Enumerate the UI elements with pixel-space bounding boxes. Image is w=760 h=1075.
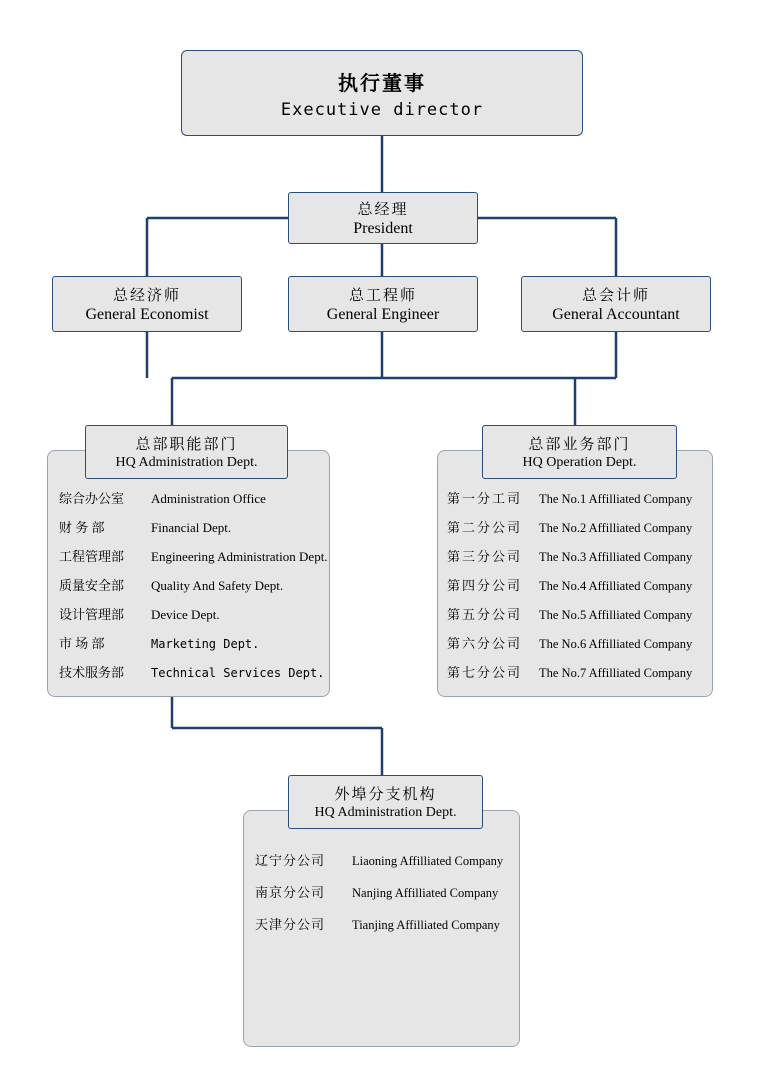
node-title-cn: 总会计师 bbox=[581, 288, 650, 304]
list-item[interactable] bbox=[447, 604, 692, 623]
item-label-cn: 南京分公司 bbox=[255, 885, 326, 900]
item-label-cn: 天津分公司 bbox=[255, 917, 326, 932]
list-branch-offices bbox=[255, 850, 503, 946]
item-label-en: The No.7 Affilliated Company bbox=[539, 666, 693, 680]
list-hq-operation bbox=[447, 488, 692, 691]
node-president[interactable] bbox=[288, 192, 478, 244]
list-item[interactable] bbox=[59, 546, 328, 565]
item-label-en: The No.2 Affilliated Company bbox=[539, 521, 693, 535]
item-label-cn: 第三分公司 bbox=[447, 549, 523, 564]
list-item[interactable] bbox=[59, 662, 328, 681]
list-item[interactable] bbox=[255, 882, 503, 901]
node-hq-administration-dept[interactable] bbox=[85, 425, 288, 479]
item-label-en: Engineering Administration Dept. bbox=[151, 549, 328, 564]
node-title-en: President bbox=[353, 220, 413, 237]
node-title-cn: 总部业务部门 bbox=[528, 437, 631, 453]
item-label-en: Tianjing Affilliated Company bbox=[352, 918, 500, 932]
item-label-en: Administration Office bbox=[151, 491, 266, 506]
item-label-en: Financial Dept. bbox=[151, 520, 232, 535]
node-title-en: HQ Administration Dept. bbox=[314, 805, 457, 820]
item-label-cn: 工程管理部 bbox=[59, 549, 125, 564]
node-title-cn: 外埠分支机构 bbox=[334, 787, 437, 803]
list-hq-administration bbox=[59, 488, 328, 691]
item-label-en: Device Dept. bbox=[151, 607, 220, 622]
item-label-cn: 综合办公室 bbox=[59, 491, 125, 506]
item-label-cn: 质量安全部 bbox=[59, 578, 125, 593]
item-label-cn: 市 场 部 bbox=[59, 636, 105, 651]
list-item[interactable] bbox=[447, 546, 692, 565]
node-executive-director[interactable] bbox=[181, 50, 583, 136]
node-title-en: HQ Administration Dept. bbox=[115, 455, 258, 470]
node-general-engineer[interactable] bbox=[288, 276, 478, 332]
list-item[interactable] bbox=[447, 575, 692, 594]
node-title-cn: 总经理 bbox=[357, 202, 409, 218]
item-label-en: Nanjing Affilliated Company bbox=[352, 886, 499, 900]
item-label-cn: 第七分公司 bbox=[447, 665, 523, 680]
list-item[interactable] bbox=[59, 604, 328, 623]
item-label-en: The No.6 Affilliated Company bbox=[539, 637, 693, 651]
item-label-en: The No.5 Affilliated Company bbox=[539, 608, 693, 622]
node-title-cn: 执行董事 bbox=[338, 72, 426, 95]
list-item[interactable] bbox=[447, 488, 692, 507]
node-general-economist[interactable] bbox=[52, 276, 242, 332]
node-title-cn: 总工程师 bbox=[348, 288, 417, 304]
item-label-en: Liaoning Affilliated Company bbox=[352, 854, 504, 868]
item-label-cn: 第五分公司 bbox=[447, 607, 523, 622]
item-label-cn: 辽宁分公司 bbox=[255, 853, 326, 868]
node-title-en: General Economist bbox=[85, 306, 209, 323]
node-branch-offices[interactable] bbox=[288, 775, 483, 829]
item-label-en: Marketing Dept. bbox=[151, 637, 260, 651]
list-item[interactable] bbox=[59, 517, 328, 536]
node-hq-operation-dept[interactable] bbox=[482, 425, 677, 479]
item-label-en: The No.4 Affilliated Company bbox=[539, 579, 693, 593]
item-label-cn: 第四分公司 bbox=[447, 578, 523, 593]
item-label-cn: 技术服务部 bbox=[59, 665, 125, 680]
item-label-cn: 第六分公司 bbox=[447, 636, 523, 651]
node-title-cn: 总经济师 bbox=[112, 288, 181, 304]
node-title-en: General Accountant bbox=[552, 306, 680, 323]
list-item[interactable] bbox=[447, 662, 692, 681]
list-item[interactable] bbox=[59, 575, 328, 594]
list-item[interactable] bbox=[59, 488, 328, 507]
node-title-en: General Engineer bbox=[326, 306, 440, 323]
list-item[interactable] bbox=[255, 914, 503, 933]
item-label-cn: 设计管理部 bbox=[59, 607, 125, 622]
item-label-cn: 第一分工司 bbox=[447, 491, 523, 506]
list-item[interactable] bbox=[447, 633, 692, 652]
item-label-cn: 财 务 部 bbox=[59, 520, 105, 535]
list-item[interactable] bbox=[447, 517, 692, 536]
node-title-en: HQ Operation Dept. bbox=[522, 455, 637, 470]
item-label-en: Technical Services Dept. bbox=[151, 666, 325, 680]
item-label-cn: 第二分公司 bbox=[447, 520, 523, 535]
list-item[interactable] bbox=[59, 633, 328, 652]
item-label-en: The No.1 Affilliated Company bbox=[539, 492, 693, 506]
item-label-en: The No.3 Affilliated Company bbox=[539, 550, 693, 564]
node-title-cn: 总部职能部门 bbox=[135, 437, 238, 453]
node-title-en: Executive director bbox=[280, 99, 484, 120]
list-item[interactable] bbox=[255, 850, 503, 869]
node-general-accountant[interactable] bbox=[521, 276, 711, 332]
item-label-en: Quality And Safety Dept. bbox=[151, 578, 284, 593]
